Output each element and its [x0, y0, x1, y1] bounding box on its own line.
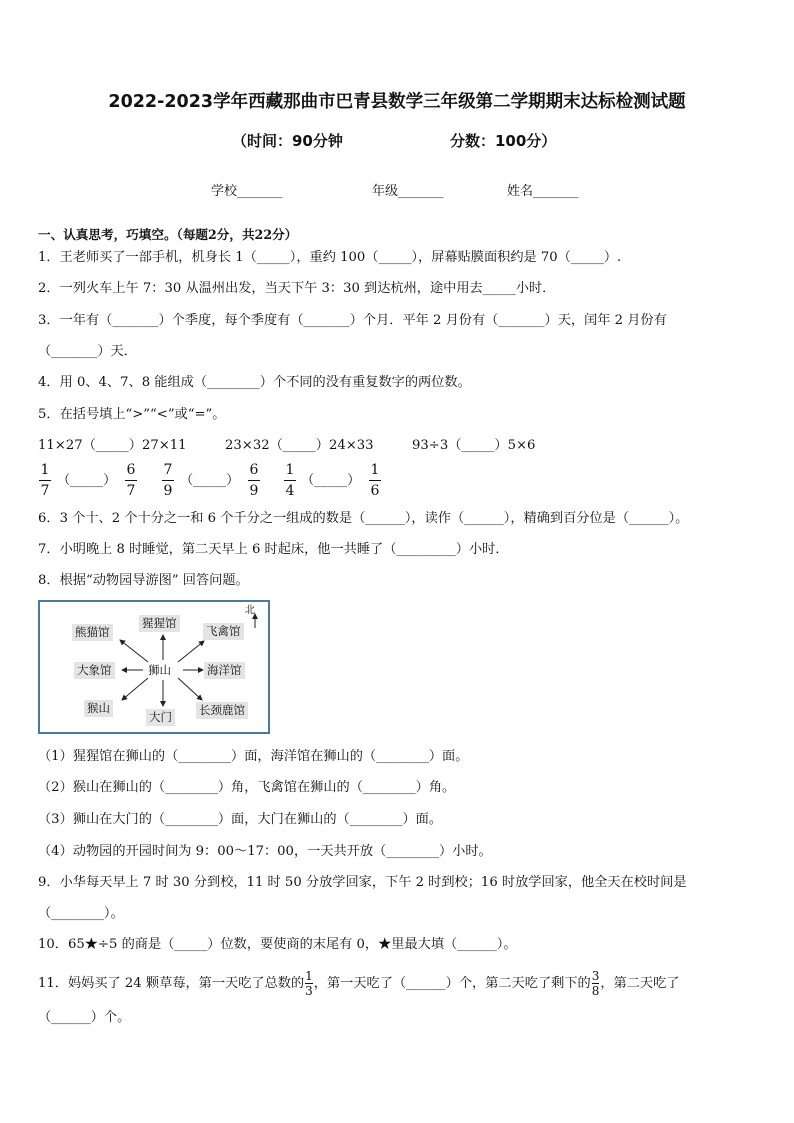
arrow-to-giraffe — [178, 678, 202, 700]
arrow-to-birds — [178, 641, 204, 662]
arrow-to-monkey — [122, 678, 148, 700]
question-1: 1．王老师买了一部手机，机身长 1（_____），重约 100（_____），屏幕贴膜面积约是 70（_____）. — [38, 250, 622, 265]
question-7: 7．小明晚上 8 时睡觉，第二天早上 6 时起床，他一共睡了（_________）小时． — [38, 542, 509, 557]
node-orangutan: 猩猩馆 — [139, 615, 180, 632]
exam-time: （时间：90分钟 — [232, 132, 343, 150]
node-giraffe: 长颈鹿馆 — [196, 702, 248, 719]
question-11-line2: （______）个。 — [38, 1010, 131, 1025]
question-9-line2: （________）。 — [38, 906, 124, 921]
question-5: 5．在括号填上“>”“<”或“=”。 — [38, 407, 226, 422]
name-field: 姓名_______ — [507, 184, 579, 199]
compare-c: 93÷3（_____）5×6 — [412, 438, 536, 453]
node-panda: 熊猫馆 — [72, 624, 113, 641]
question-11-line1: 11．妈妈买了 24 颗草莓，第一天吃了总数的$\frac{1}{3}$，第一天吃了（______）个，第二天吃了剩下的$\frac{3}{8}$，第二天吃了 — [38, 969, 680, 998]
question-8-1: （1）猩猩馆在狮山的（________）面，海洋馆在狮山的（________）面。 — [38, 749, 469, 764]
question-4: 4．用 0、4、7、8 能组成（________）个不同的没有重复数字的两位数。 — [38, 375, 471, 390]
question-8: 8．根据“动物园导游图” 回答问题。 — [38, 573, 249, 588]
section-heading: 一、认真思考，巧填空。（每题2分，共22分） — [38, 227, 298, 242]
compare-b: 23×32（_____）24×33 — [225, 438, 374, 453]
node-ocean: 海洋馆 — [204, 662, 245, 679]
compare-blank-3: （_____） — [301, 473, 361, 488]
fraction-1-6: 1 6 — [370, 462, 380, 499]
fraction-6-7: 6 7 — [126, 462, 136, 499]
node-monkey: 猴山 — [84, 700, 113, 717]
question-10: 10．65★÷5 的商是（_____）位数，要使商的末尾有 0，★里最大填（______）。 — [38, 937, 517, 952]
question-8-4: （4）动物园的开园时间为 9：00～17：00，一天共开放（________）小时。 — [38, 844, 492, 859]
question-6: 6．3 个十、2 个十分之一和 6 个千分之一组成的数是（______），读作（______），精确到百分位是（______）。 — [38, 511, 689, 526]
node-lion-hill: 狮山 — [148, 663, 171, 677]
node-elephant: 大象馆 — [74, 662, 115, 679]
compare-blank-2: （_____） — [180, 473, 240, 488]
question-8-2: （2）猴山在狮山的（________）角，飞禽馆在狮山的（________）角。 — [38, 780, 456, 795]
question-3-line2: （_______）天． — [38, 344, 137, 359]
question-2: 2．一列火车上午 7：30 从温州出发，当天下午 3：30 到达杭州，途中用去_____小时． — [38, 281, 556, 296]
fraction-1-4: 1 4 — [285, 462, 295, 499]
fraction-3-8: $\frac{3}{8}$ — [591, 969, 600, 998]
school-field: 学校_______ — [211, 184, 283, 199]
exam-score: 分数：100分） — [450, 132, 557, 150]
compare-a: 11×27（_____）27×11 — [38, 438, 187, 453]
fraction-1-7: 1 7 — [40, 462, 50, 499]
compare-blank-1: （_____） — [57, 473, 117, 488]
fraction-6-9: 6 9 — [249, 462, 259, 499]
question-8-3: （3）狮山在大门的（________）面，大门在狮山的（________）面。 — [38, 812, 443, 827]
grade-field: 年级_______ — [372, 184, 444, 199]
question-9-line1: 9．小华每天早上 7 时 30 分到校，11 时 50 分放学回家，下午 2 时到校；16 时放学回家，他全天在校时间是 — [38, 875, 687, 890]
node-gate: 大门 — [146, 709, 175, 726]
node-birds: 飞禽馆 — [203, 623, 244, 640]
page-title: 2022-2023学年西藏那曲市巴青县数学三年级第二学期期末达标检测试题 — [108, 92, 686, 112]
fraction-1-3: $\frac{1}{3}$ — [305, 969, 313, 998]
zoo-map — [38, 600, 270, 734]
arrow-to-panda — [120, 640, 148, 662]
fraction-7-9: 7 9 — [163, 462, 173, 499]
north-label: 北 — [245, 605, 255, 616]
question-3-line1: 3．一年有（_______）个季度，每个季度有（_______）个月．平年 2 月份有（_______）天，闰年 2 月份有 — [38, 313, 667, 328]
